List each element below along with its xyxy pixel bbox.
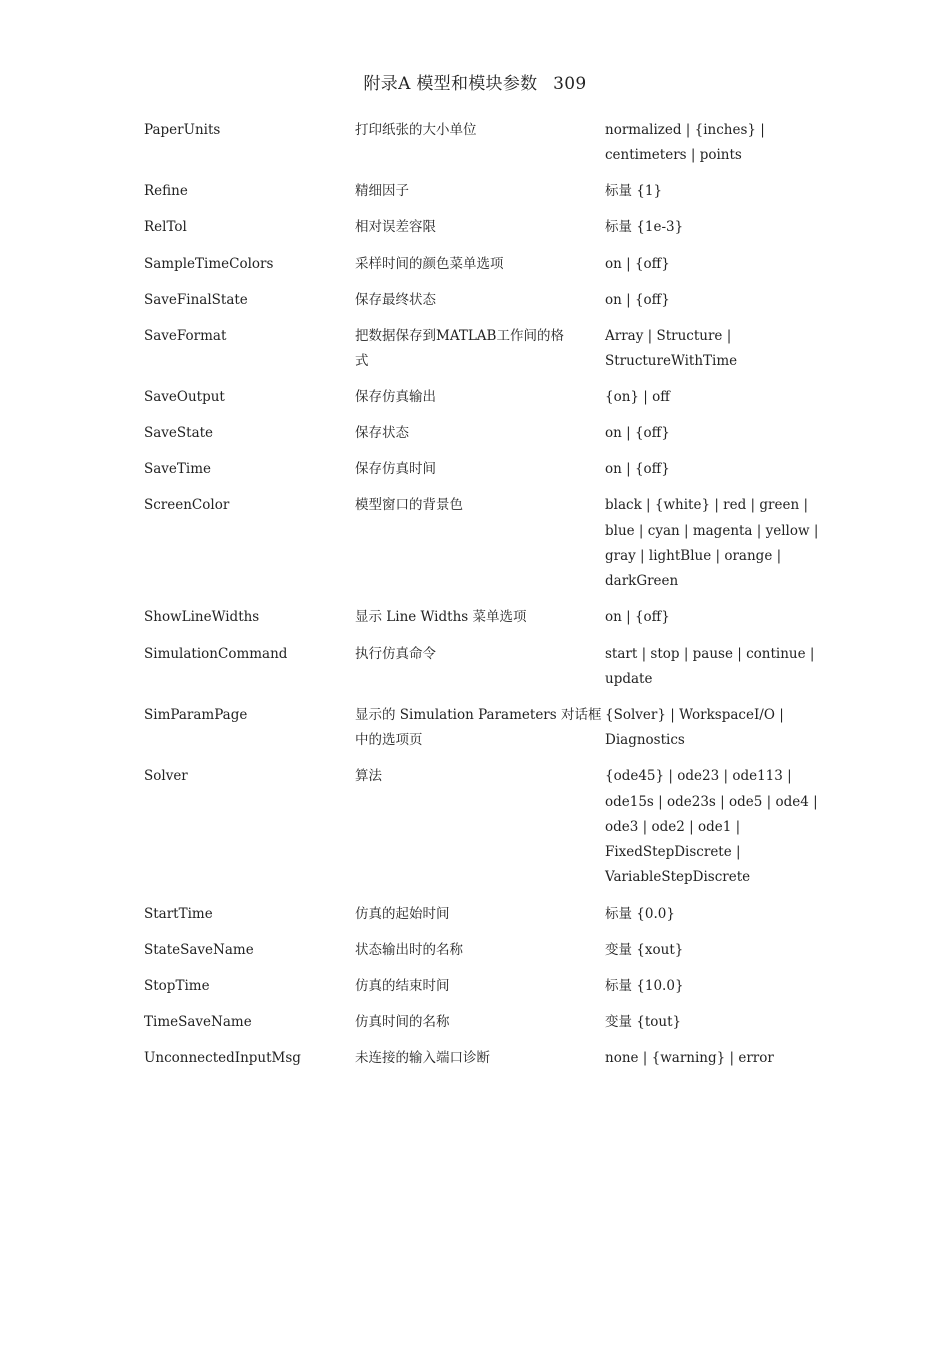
value-line: on | {off} <box>605 291 670 308</box>
parameter-values <box>605 324 800 375</box>
description-line: 打印纸张的大小单位 <box>355 122 477 138</box>
description-line: 仿真的起始时间 <box>355 905 450 922</box>
parameter-name: UnconnectedInputMsg <box>144 1049 301 1066</box>
parameter-description <box>355 974 605 999</box>
value-line: 标量 {10.0} <box>605 977 684 994</box>
value-line: darkGreen <box>605 573 679 590</box>
value-line: FixedStepDiscrete | <box>605 844 741 861</box>
parameter-description <box>355 385 605 410</box>
value-line: {on} | off <box>605 389 670 406</box>
parameter-values <box>605 642 815 693</box>
table-row <box>144 642 815 693</box>
value-line: {Solver} | WorkspaceI/O | <box>605 706 784 723</box>
table-row <box>144 457 804 482</box>
parameter-name: TimeSaveName <box>144 1013 252 1030</box>
description-line: 保存状态 <box>355 425 409 442</box>
table-row <box>144 1010 804 1035</box>
parameter-description <box>355 252 605 277</box>
page-title: 附录A 模型和模块参数 <box>363 74 538 94</box>
parameter-values <box>605 457 800 482</box>
parameter-name: ScreenColor <box>144 497 230 514</box>
table-row <box>144 288 804 313</box>
parameter-description <box>355 118 605 143</box>
value-line: {ode45} | ode23 | ode113 | <box>605 768 792 785</box>
parameter-values <box>605 938 800 963</box>
description-line: 显示的 Simulation Parameters 对话框 <box>355 706 602 723</box>
value-line: VariableStepDiscrete <box>605 869 751 886</box>
value-line: on | {off} <box>605 609 670 626</box>
description-line: 精细因子 <box>355 183 409 200</box>
value-line: on | {off} <box>605 425 670 442</box>
value-line: StructureWithTime <box>605 353 738 370</box>
table-row <box>144 605 804 630</box>
description-line: 中的选项页 <box>355 732 423 749</box>
parameter-name: SimParamPage <box>144 706 248 723</box>
parameter-name: SaveTime <box>144 461 212 478</box>
parameter-description <box>355 1046 605 1071</box>
parameter-description <box>355 288 605 313</box>
description-line: 保存最终状态 <box>355 291 436 308</box>
parameter-description <box>355 764 605 789</box>
parameter-table <box>144 118 819 1082</box>
parameter-description <box>355 938 605 963</box>
value-line: 标量 {0.0} <box>605 905 675 922</box>
parameter-description <box>355 324 605 375</box>
parameter-description <box>355 1010 605 1035</box>
parameter-description <box>355 457 605 482</box>
parameter-values <box>605 764 818 890</box>
value-line: blue | cyan | magenta | yellow | <box>605 522 819 539</box>
table-row <box>144 493 819 594</box>
value-line: update <box>605 670 653 687</box>
table-row <box>144 974 804 999</box>
parameter-description <box>355 642 605 667</box>
value-line: start | stop | pause | continue | <box>605 645 815 662</box>
parameter-description <box>355 421 605 446</box>
description-line: 显示 Line Widths 菜单选项 <box>355 609 527 626</box>
parameter-name: StartTime <box>144 905 213 922</box>
parameter-description <box>355 703 605 754</box>
parameter-values <box>605 1046 800 1071</box>
value-line: 变量 {xout} <box>605 941 684 958</box>
table-row <box>144 938 804 963</box>
table-row <box>144 324 804 375</box>
page-number: 309 <box>553 74 587 94</box>
parameter-values <box>605 493 819 594</box>
parameter-name: SaveState <box>144 425 214 442</box>
description-line: 算法 <box>355 768 382 785</box>
parameter-name: Refine <box>144 183 188 200</box>
table-row <box>144 1046 804 1071</box>
parameter-values <box>605 703 800 754</box>
description-line: 采样时间的颜色菜单选项 <box>355 255 504 272</box>
parameter-values <box>605 252 800 277</box>
parameter-values <box>605 974 800 999</box>
parameter-name: SimulationCommand <box>144 645 288 662</box>
parameter-values <box>605 1010 800 1035</box>
parameter-values <box>605 385 800 410</box>
parameter-name: PaperUnits <box>144 122 221 138</box>
value-line: 标量 {1e-3} <box>605 219 684 236</box>
parameter-description <box>355 605 605 630</box>
value-line: 变量 {tout} <box>605 1013 682 1030</box>
description-line: 保存仿真时间 <box>355 461 436 478</box>
parameter-description <box>355 902 605 927</box>
table-row <box>144 703 804 754</box>
parameter-name: StopTime <box>144 977 210 994</box>
parameter-values <box>605 179 800 204</box>
value-line: gray | lightBlue | orange | <box>605 548 782 565</box>
parameter-name: RelTol <box>144 219 187 236</box>
parameter-values <box>605 288 800 313</box>
description-line: 保存仿真输出 <box>355 389 436 406</box>
description-line: 未连接的输入端口诊断 <box>355 1049 490 1066</box>
value-line: ode3 | ode2 | ode1 | <box>605 818 741 835</box>
parameter-name: SaveOutput <box>144 389 225 406</box>
description-line: 把数据保存到MATLAB工作间的格 <box>355 327 564 344</box>
table-row <box>144 385 804 410</box>
description-line: 执行仿真命令 <box>355 645 436 662</box>
table-row <box>144 902 804 927</box>
parameter-name: SampleTimeColors <box>144 255 274 272</box>
parameter-description <box>355 493 605 518</box>
value-line: normalized | {inches} | <box>605 122 765 138</box>
table-row <box>144 252 804 277</box>
value-line: 标量 {1} <box>605 183 663 200</box>
value-line: Diagnostics <box>605 732 685 749</box>
parameter-values <box>605 902 800 927</box>
description-line: 模型窗口的背景色 <box>355 497 463 514</box>
value-line: on | {off} <box>605 461 670 478</box>
table-row <box>144 118 804 169</box>
parameter-values <box>605 118 800 169</box>
description-line: 式 <box>355 353 369 370</box>
parameter-name: StateSaveName <box>144 941 254 958</box>
value-line: none | {warning} | error <box>605 1049 774 1066</box>
parameter-values <box>605 215 800 240</box>
description-line: 仿真时间的名称 <box>355 1013 450 1030</box>
value-line: black | {white} | red | green | <box>605 497 808 514</box>
table-row <box>144 215 804 240</box>
value-line: on | {off} <box>605 255 670 272</box>
parameter-values <box>605 421 800 446</box>
description-line: 仿真的结束时间 <box>355 977 450 994</box>
table-row <box>144 764 818 890</box>
table-row <box>144 421 804 446</box>
value-line: centimeters | points <box>605 147 742 164</box>
parameter-description <box>355 179 605 204</box>
value-line: Array | Structure | <box>605 327 732 344</box>
value-line: ode15s | ode23s | ode5 | ode4 | <box>605 793 818 810</box>
parameter-name: Solver <box>144 768 188 785</box>
page-header <box>0 72 950 96</box>
table-row <box>144 179 804 204</box>
parameter-name: ShowLineWidths <box>144 609 260 626</box>
description-line: 相对误差容限 <box>355 219 436 236</box>
parameter-name: SaveFinalState <box>144 291 248 308</box>
parameter-name: SaveFormat <box>144 327 227 344</box>
parameter-description <box>355 215 605 240</box>
parameter-values <box>605 605 800 630</box>
description-line: 状态输出时的名称 <box>355 941 463 958</box>
